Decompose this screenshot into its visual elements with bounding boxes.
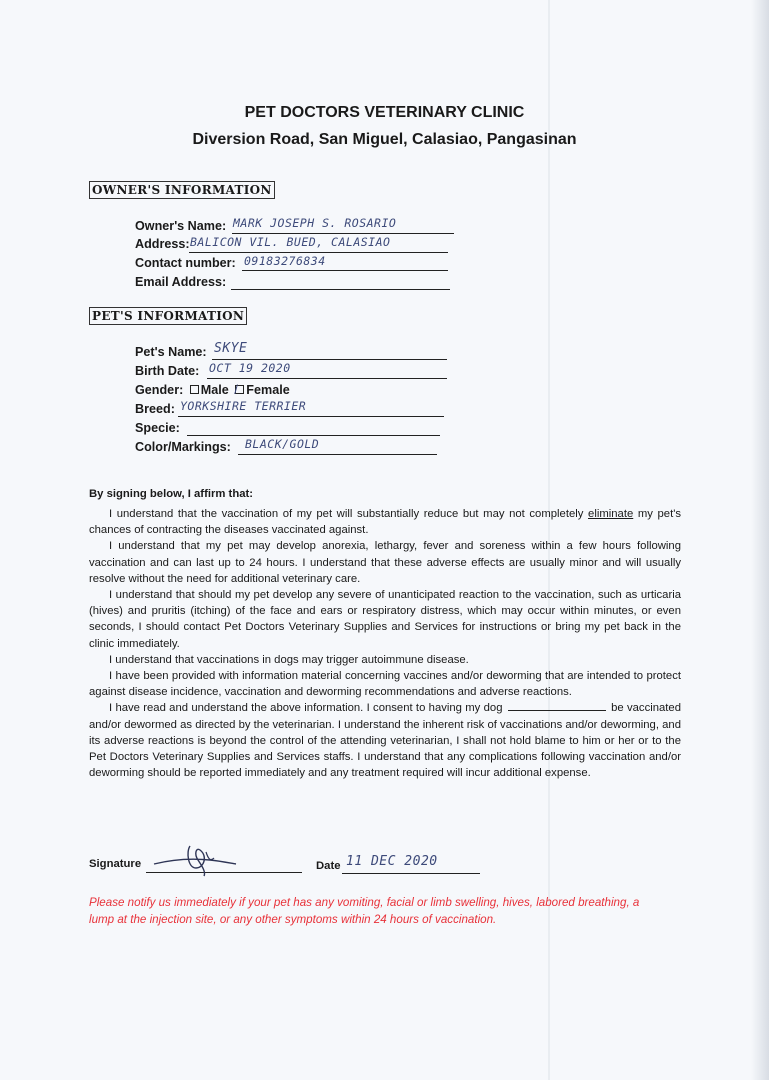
date-line [342,873,480,874]
pet-name-line [212,359,447,360]
breed-line [178,416,444,417]
consent-paragraph-2: I understand that my pet may develop anorexia, lethargy, fever and soreness within a few hours following vaccination and can last up to 24 hours. I understand that these adverse effects are usually minor and will usually resolve without the need for additional veterinary care. [89,540,681,585]
owner-name-label: Owner's Name: [135,219,227,233]
clinic-name: PET DOCTORS VETERINARY CLINIC [244,104,525,121]
specie-line [187,435,440,436]
signature-scribble[interactable] [150,838,240,878]
birth-date-label: Birth Date: [135,364,200,378]
gender-male-checkbox[interactable] [190,385,199,394]
date-label: Date [316,860,341,872]
owner-contact-value[interactable]: 09183276834 [244,254,326,268]
gender-female-checkbox[interactable] [234,382,244,397]
owner-name-value[interactable]: MARK JOSEPH S. ROSARIO [233,216,397,230]
pet-name-value[interactable]: SKYE [214,341,248,356]
consent-paragraph-5: I have been provided with information material concerning vaccines and/or deworming that are intended to protect against disease incidence, vaccination and deworming recommendations and adverse reactions. [89,670,681,699]
female-check-mark: / [234,382,238,397]
color-line [238,454,437,455]
color-value[interactable]: BLACK/GOLD [245,437,320,451]
date-value[interactable]: 11 DEC 2020 [346,854,438,869]
pet-name-label: Pet's Name: [135,345,207,359]
owner-contact-line [242,270,448,271]
post-vaccination-notice: Please notify us immediately if your pet has any vomiting, facial or limb swelling, hives, labored breathing, a lump at the injection site, or any other symptoms within 24 hours of vaccination. [89,896,640,926]
owner-section-title: OWNER'S INFORMATION [89,181,275,199]
owner-address-label: Address: [135,237,190,251]
gender-label: Gender: [135,383,184,397]
owner-address-value[interactable]: BALICON VIL. BUED, CALASIAO [190,235,391,249]
consent-paragraph-4: I understand that vaccinations in dogs may trigger autoimmune disease. [109,653,469,666]
gender-row [135,383,290,397]
specie-label: Specie: [135,421,180,435]
owner-contact-label: Contact number: [135,256,236,270]
gender-female-label: Female [246,383,290,397]
breed-label: Breed: [135,402,175,416]
consent-body [89,506,681,781]
clinic-address: Diversion Road, San Miguel, Calasiao, Pangasinan [192,131,577,148]
scan-shadow-edge [751,0,769,1080]
owner-name-line [232,233,454,234]
eliminate-word: eliminate [588,508,634,520]
gender-male-label: Male [200,383,229,397]
birth-date-line [207,378,447,379]
consent-paragraph-6: I have read and understand the above information. I consent to having my dog be vaccinated and/or dewormed as directed by the veterinarian. I understand the inherent risk of vaccinations and/or deworming, and its adverse reactions is beyond the control of the attending veterinarian, I shall not hold blame to him or her or to the Pet Doctors Veterinary Supplies and Services staffs. I understand that any complications following vaccination and/or deworming should be reported immediately and any treatment required will incur additional expense. [89,702,681,780]
birth-date-value[interactable]: OCT 19 2020 [209,361,291,375]
owner-email-line [231,289,450,290]
dog-name-blank[interactable] [508,700,606,711]
pet-section-title: PET'S INFORMATION [89,307,247,325]
consent-heading: By signing below, I affirm that: [89,488,254,500]
consent-paragraph-1: I understand that the vaccination of my pet will substantially reduce but may not completely eliminate my pet's chances of contracting the diseases vaccinated against. [89,508,682,537]
owner-address-line [189,252,448,253]
owner-email-label: Email Address: [135,275,227,289]
color-label: Color/Markings: [135,440,231,454]
consent-paragraph-3: I understand that should my pet develop any severe of unanticipated reaction to the vaccination, such as urticaria (hives) and pruritis (itching) of the face and ears or respiratory distress, which may occur within minutes, or even seconds, I should contact Pet Doctors Veterinary Supplies and Services for instructions or bring my pet back in the clinic immediately. [89,589,681,650]
signature-label: Signature [89,858,142,870]
breed-value[interactable]: YORKSHIRE TERRIER [180,399,307,413]
